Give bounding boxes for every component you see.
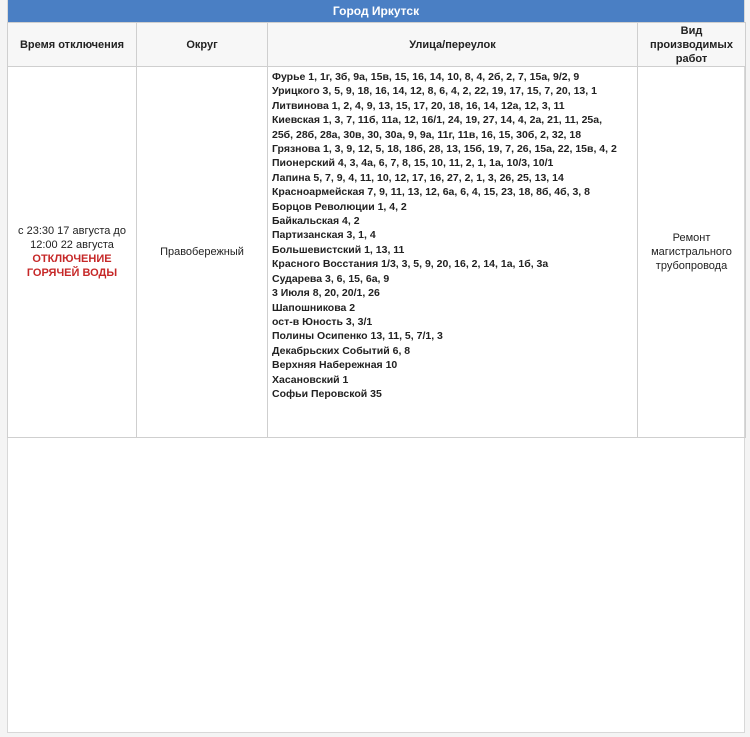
street-line: Красноармейская 7, 9, 11, 13, 12, 6а, 6, 4, 15, 23, 18, 8б, 4б, 3, 8	[272, 186, 590, 199]
work-type-cell: Ремонт магистрального трубопровода	[638, 67, 746, 438]
street-line: Киевская 1, 3, 7, 11б, 11а, 12, 16/1, 24, 19, 27, 14, 4, 2а, 21, 11, 25а,	[272, 114, 603, 127]
street-line: Пионерский 4, 3, 4а, 6, 7, 8, 15, 10, 11, 2, 1, 1а, 10/3, 10/1	[272, 157, 554, 170]
street-line: Грязнова 1, 3, 9, 12, 5, 18, 18б, 28, 13, 15б, 19, 7, 26, 15а, 22, 15в, 4, 2	[272, 143, 617, 156]
street-line: Байкальская 4, 2	[272, 215, 360, 228]
street-line: Декабрьских Событий 6, 8	[272, 344, 411, 357]
street-line: Верхняя Набережная 10	[272, 359, 398, 372]
street-line: Урицкого 3, 5, 9, 18, 16, 14, 12, 8, 6, 4, 2, 22, 19, 17, 15, 7, 20, 13, 1	[272, 85, 597, 98]
outage-time-cell	[8, 67, 137, 438]
street-line: 3 Июля 8, 20, 20/1, 26	[272, 287, 380, 300]
header-street: Улица/переулок	[268, 23, 638, 67]
table-header-row	[8, 23, 746, 67]
street-line: Полины Осипенко 13, 11, 5, 7/1, 3	[272, 330, 443, 343]
street-line: Литвинова 1, 2, 4, 9, 13, 15, 17, 20, 18, 16, 14, 12а, 12, 3, 11	[272, 99, 565, 112]
header-district: Округ	[137, 23, 268, 67]
streets-cell	[268, 67, 638, 438]
street-line: Шапошникова 2	[272, 301, 356, 314]
street-line: Софьи Перовской 35	[272, 387, 382, 400]
header-work-type: Вид производимых работ	[638, 23, 746, 67]
city-title: Город Иркутск	[8, 0, 744, 22]
street-line: Фурье 1, 1г, 3б, 9а, 15в, 15, 16, 14, 10, 8, 4, 2б, 2, 7, 15а, 9/2, 9	[272, 71, 580, 83]
table-row	[8, 67, 746, 438]
outage-notice	[7, 0, 745, 733]
outage-table	[7, 22, 746, 438]
street-line: Большевистский 1, 13, 11	[272, 243, 405, 256]
district-cell: Правобережный	[137, 67, 268, 438]
street-line: Партизанская 3, 1, 4	[272, 229, 376, 242]
street-line: Красного Восстания 1/3, 3, 5, 9, 20, 16, 2, 14, 1а, 1б, 3а	[272, 258, 549, 271]
header-time: Время отключения	[8, 23, 137, 67]
street-line: Борцов Революции 1, 4, 2	[272, 200, 407, 213]
street-line: Хасановский 1	[272, 373, 349, 386]
street-line: 25б, 28б, 28а, 30в, 30, 30а, 9, 9а, 11г, 11в, 16, 15, 30б, 2, 32, 18	[272, 128, 582, 141]
street-line: Сударева 3, 6, 15, 6а, 9	[272, 272, 390, 285]
outage-alert: ОТКЛЮЧЕНИЕ ГОРЯЧЕЙ ВОДЫ	[26, 253, 118, 279]
street-line: ост-в Юность 3, 3/1	[272, 315, 373, 328]
outage-time: с 23:30 17 августа до 12:00 22 августа	[18, 225, 126, 251]
street-line: Лапина 5, 7, 9, 4, 11, 10, 12, 17, 16, 27, 2, 1, 3, 26, 25, 13, 14	[272, 171, 564, 184]
